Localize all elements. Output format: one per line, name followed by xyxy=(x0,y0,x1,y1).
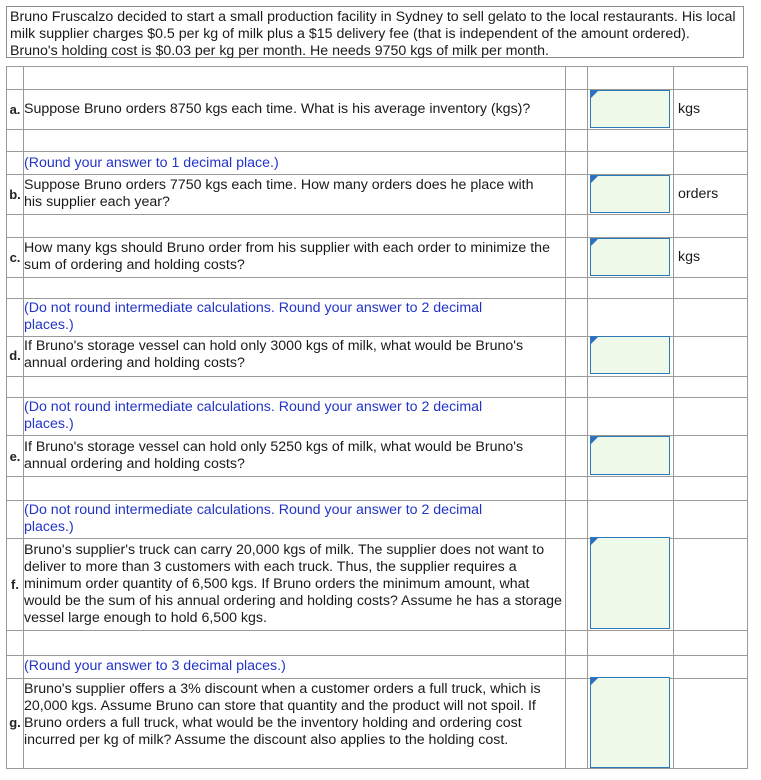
rounding-instruction: (Round your answer to 1 decimal place.) xyxy=(24,155,279,171)
question-letter: a. xyxy=(9,102,21,117)
question-text: Bruno's supplier offers a 3% discount when a customer orders a full truck, which is 20,000 kgs. Assume Bruno can store that quantity and the product will not spoil. If Bruno orders a full truck, what would be the inventory holding and ordering cost incurred per kg of milk? Assume the discount also applies to the holding cost. xyxy=(24,681,541,748)
answer-marker-icon xyxy=(591,239,598,246)
question-letter: b. xyxy=(9,187,21,202)
answer-field-c[interactable] xyxy=(590,238,670,276)
answer-field-g[interactable] xyxy=(590,677,670,768)
answer-marker-icon xyxy=(591,337,598,344)
question-letter: d. xyxy=(9,348,21,363)
answer-input-f[interactable] xyxy=(591,538,669,628)
answer-field-e[interactable] xyxy=(590,436,670,475)
question-text: How many kgs should Bruno order from his supplier with each order to minimize the sum of ordering and holding costs? xyxy=(24,240,550,273)
unit-label: orders xyxy=(678,186,719,202)
question-text: Bruno's supplier's truck can carry 20,000 kgs of milk. The supplier does not want to deliver to more than 3 customers with each truck. Thus, the supplier requires a minimum order quantity of 6,500 kgs. If Bruno orders the minimum amount, what would be the sum of his annual ordering and holding costs? Assume he has a storage vessel large enough to hold 6,500 kgs. xyxy=(24,542,562,626)
answer-marker-icon xyxy=(591,538,598,545)
problem-statement-text: Bruno Fruscalzo decided to start a small production facility in Sydney to sell gelato to the local restaurants. His local milk supplier charges $0.5 per kg of milk plus a $15 delivery fee (that is independent of the amount ordered). Bruno's holding cost is $0.03 per kg per month. He needs 9750 kgs of milk per month. xyxy=(10,9,736,59)
question-text: Suppose Bruno orders 8750 kgs each time. What is his average inventory (kgs)? xyxy=(24,101,531,117)
question-text: Suppose Bruno orders 7750 kgs each time. How many orders does he place with his supplier each year? xyxy=(24,177,534,210)
answer-input-a[interactable] xyxy=(591,91,669,127)
rounding-instruction: (Round your answer to 3 decimal places.) xyxy=(24,658,286,674)
answer-field-f[interactable] xyxy=(590,537,670,629)
answer-input-d[interactable] xyxy=(591,337,669,373)
answer-marker-icon xyxy=(591,437,598,444)
answer-input-g[interactable] xyxy=(591,678,669,767)
answer-field-a[interactable] xyxy=(590,90,670,128)
answer-input-e[interactable] xyxy=(591,437,669,474)
unit-label: kgs xyxy=(678,249,701,265)
question-letter: e. xyxy=(9,449,21,464)
answer-marker-icon xyxy=(591,91,598,98)
answer-marker-icon xyxy=(591,678,598,685)
question-text: If Bruno's storage vessel can hold only 3000 kgs of milk, what would be Bruno's annual ordering and holding costs? xyxy=(24,338,524,371)
rounding-instruction: (Do not round intermediate calculations. Round your answer to 2 decimal places.) xyxy=(24,502,483,535)
question-letter: g. xyxy=(9,715,21,730)
question-text: If Bruno's storage vessel can hold only 5250 kgs of milk, what would be Bruno's annual ordering and holding costs? xyxy=(24,439,524,472)
question-letter: f. xyxy=(11,577,19,592)
answer-field-d[interactable] xyxy=(590,336,670,374)
answer-input-b[interactable] xyxy=(591,176,669,212)
answer-marker-icon xyxy=(591,176,598,183)
answer-field-b[interactable] xyxy=(590,175,670,213)
rounding-instruction: (Do not round intermediate calculations. Round your answer to 2 decimal places.) xyxy=(24,300,483,333)
answer-input-c[interactable] xyxy=(591,239,669,275)
question-letter: c. xyxy=(9,250,21,265)
unit-label: kgs xyxy=(678,101,701,117)
rounding-instruction: (Do not round intermediate calculations. Round your answer to 2 decimal places.) xyxy=(24,399,483,432)
